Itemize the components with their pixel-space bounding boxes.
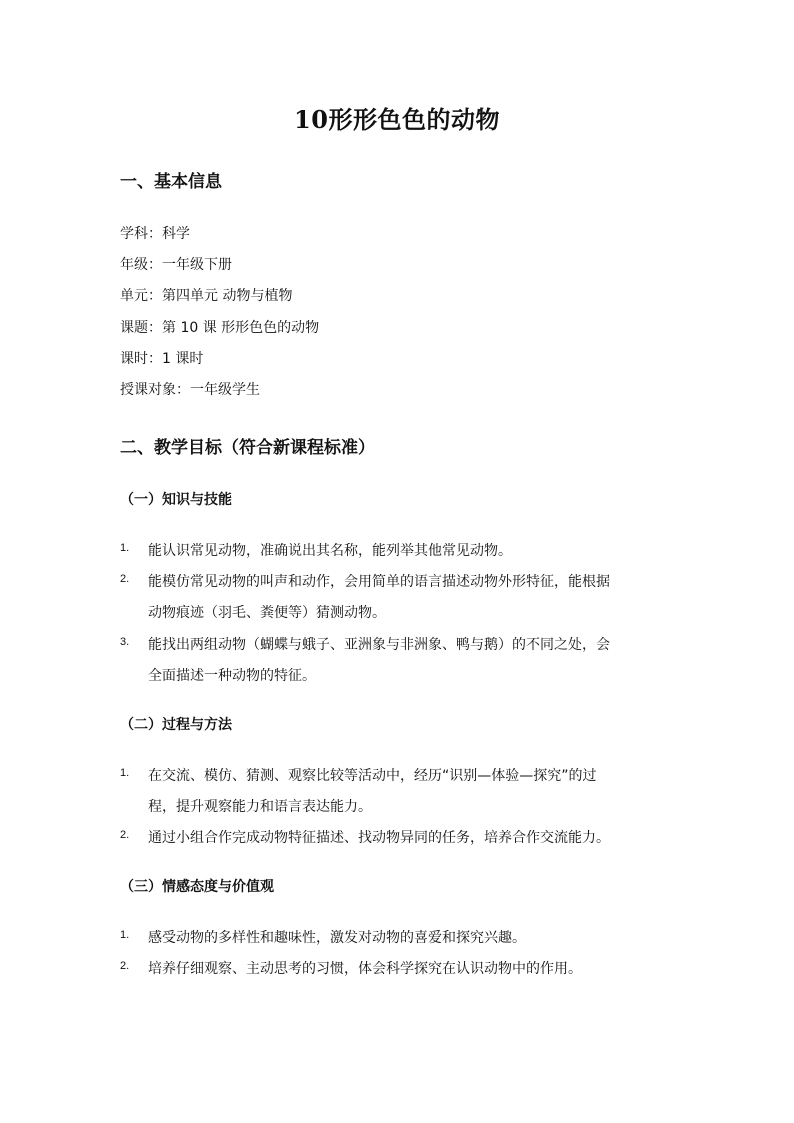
list-number: 2. — [120, 960, 130, 972]
subsection-heading-attitude: （三）情感态度与价值观 — [120, 879, 274, 895]
info-subject: 学科：科学 — [120, 226, 190, 242]
list-text: 能找出两组动物（蝴蝶与蛾子、亚洲象与非洲象、鸭与鹅）的不同之处，会 — [148, 637, 610, 653]
list-text-continuation: 程，提升观察能力和语言表达能力。 — [148, 799, 372, 815]
info-period: 课时：1 课时 — [120, 351, 204, 367]
list-number: 1. — [120, 929, 130, 941]
subsection-heading-knowledge: （一）知识与技能 — [120, 492, 232, 508]
list-number: 1. — [120, 767, 130, 779]
list-text: 能认识常见动物，准确说出其名称，能列举其他常见动物。 — [148, 543, 512, 559]
list-text: 能模仿常见动物的叫声和动作，会用简单的语言描述动物外形特征，能根据 — [148, 574, 610, 590]
list-number: 2. — [120, 573, 130, 585]
list-number: 1. — [120, 542, 130, 554]
info-lesson: 课题：第 10 课 形形色色的动物 — [120, 320, 320, 336]
list-text-continuation: 动物痕迹（羽毛、粪便等）猜测动物。 — [148, 605, 386, 621]
section-heading-basic-info: 一、基本信息 — [120, 172, 222, 192]
document-title: 10形形色色的动物 — [294, 105, 500, 134]
list-text: 通过小组合作完成动物特征描述、找动物异同的任务，培养合作交流能力。 — [148, 830, 610, 846]
list-number: 2. — [120, 829, 130, 841]
list-text-continuation: 全面描述一种动物的特征。 — [148, 668, 316, 684]
list-number: 3. — [120, 636, 130, 648]
list-text: 培养仔细观察、主动思考的习惯，体会科学探究在认识动物中的作用。 — [148, 961, 582, 977]
list-text: 在交流、模仿、猜测、观察比较等活动中，经历“识别—体验—探究”的过 — [148, 768, 597, 784]
section-heading-objectives: 二、教学目标（符合新课程标准） — [120, 438, 375, 458]
info-grade: 年级：一年级下册 — [120, 257, 232, 273]
info-unit: 单元：第四单元 动物与植物 — [120, 288, 293, 304]
info-audience: 授课对象：一年级学生 — [120, 382, 260, 398]
list-text: 感受动物的多样性和趣味性，激发对动物的喜爱和探究兴趣。 — [148, 930, 526, 946]
subsection-heading-process: （二）过程与方法 — [120, 717, 232, 733]
